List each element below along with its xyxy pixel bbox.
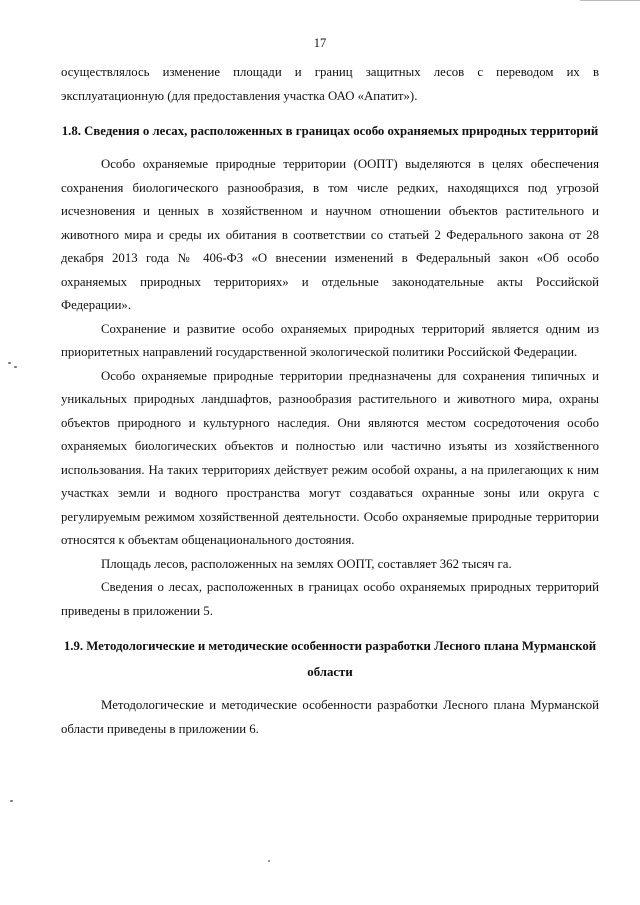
paragraph-continuation: осуществлялось изменение площади и границ защитных лесов с переводом их в эксплуатационную (для предоставления участка ОАО «Апатит»). [61, 65, 599, 103]
section-heading-1-8: 1.8. Сведения о лесах, расположенных в границах особо охраняемых природных территорий [61, 124, 599, 138]
paragraph-oopt-definition: Особо охраняемые природные территории (ООПТ) выделяются в целях обеспечения сохранения биологического разнообразия, в том числе редких, находящихся под угрозой исчезновения и ценных в хозяйственном и научном отношении объектов растительного и животного мира и среды их обитания в соответствии со статьей 2 Федерального закона от 28 декабря 2013 года № 406-ФЗ «О внесении изменений в Федеральный закон «Об особо охраняемых природных территориях» и отдельные законодательные акты Российской Федерации». [61, 157, 599, 312]
document-body [61, 61, 599, 741]
section-heading-1-9: 1.9. Методологические и методические особенности разработки Лесного плана Мурманской области [63, 639, 597, 679]
paragraph-oopt-area: Площадь лесов, расположенных на землях ООПТ, составляет 362 тысяч га. [101, 556, 512, 571]
page-number: 17 [313, 36, 327, 50]
paragraph-oopt-priority: Сохранение и развитие особо охраняемых природных территорий является одним из приоритетных направлений государственной экологической политики Российской Федерации. [61, 321, 599, 359]
paragraph-appendix-5: Сведения о лесах, расположенных в границах особо охраняемых природных территорий приведены в приложении 5. [61, 580, 599, 618]
paragraph-appendix-6: Методологические и методические особенности разработки Лесного плана Мурманской области приведены в приложении 6. [61, 698, 599, 736]
paragraph-oopt-purpose: Особо охраняемые природные территории предназначены для сохранения типичных и уникальных природных ландшафтов, разнообразия растительного и животного мира, охраны объектов природного и культурного наследия. Они являются местом сосредоточения особо охраняемых биологических объектов и полностью или частично изъяты из хозяйственного использования. На таких территориях действует режим особой охраны, а на прилегающих к ним участках земли и водного пространства могут создаваться охранные зоны или округа с регулируемым режимом хозяйственной деятельности. Особо охраняемые природные территории относятся к объектам общенационального достояния. [61, 368, 599, 547]
scan-speck [8, 362, 11, 364]
scan-speck [10, 800, 13, 802]
scan-edge-line [580, 0, 640, 1]
scan-speck [268, 860, 270, 862]
scan-speck [14, 366, 17, 368]
